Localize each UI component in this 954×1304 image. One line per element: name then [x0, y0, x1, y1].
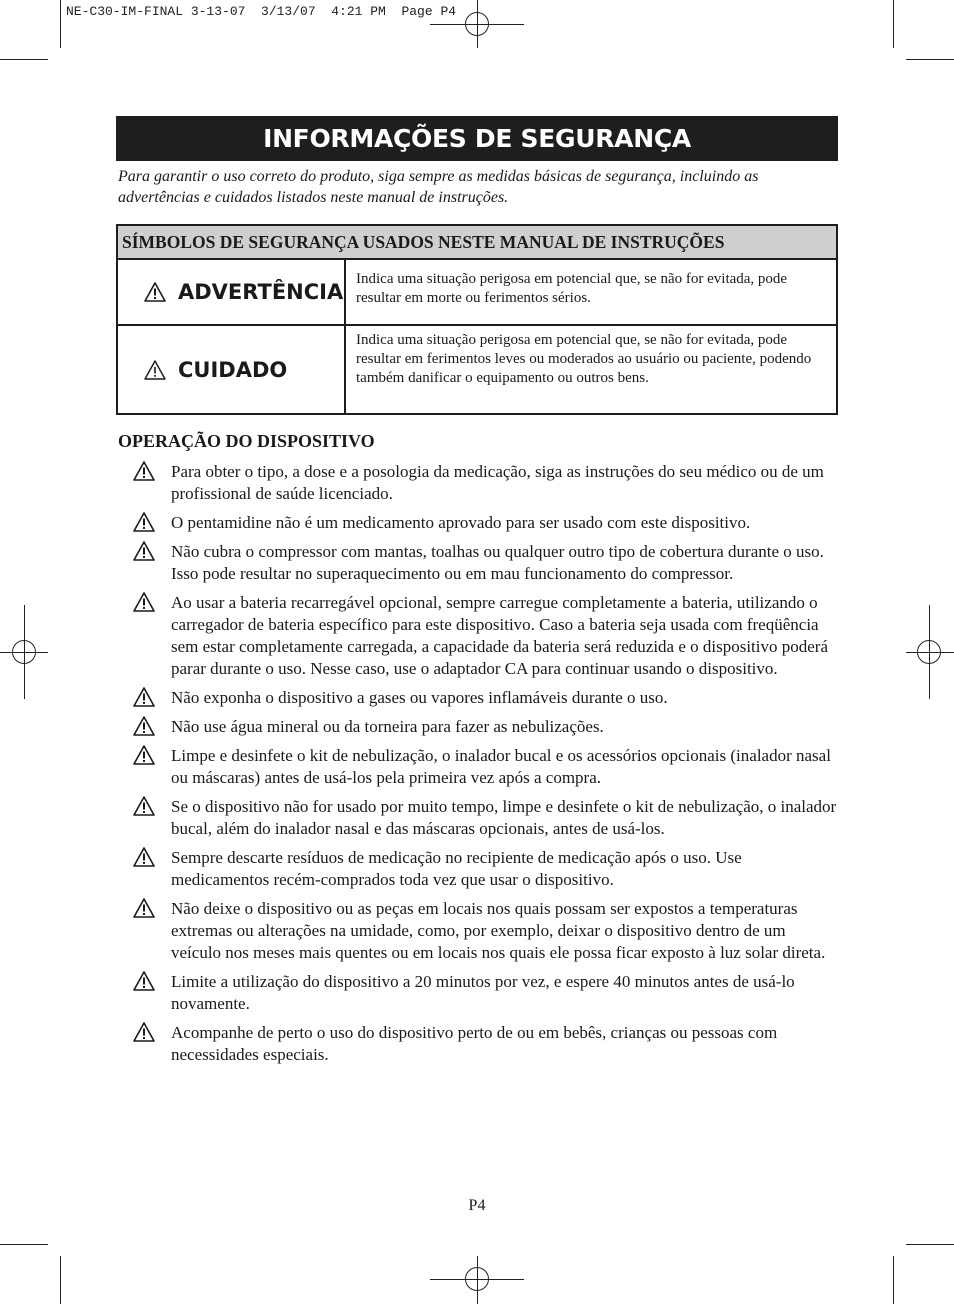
caution-triangle-icon — [144, 360, 166, 380]
warning-triangle-icon — [133, 541, 155, 561]
warning-triangle-icon — [133, 687, 155, 707]
warning-text: Limpe e desinfete o kit de nebulização, o inalador bucal e os acessórios opcionais (inalador nasal ou máscaras) antes de usá-los pela primeira vez após a compra. — [171, 746, 831, 787]
list-item — [118, 541, 838, 585]
warning-triangle-icon — [133, 592, 155, 612]
list-item — [118, 1022, 838, 1066]
warning-triangle-icon — [133, 1022, 155, 1042]
symbol-row-caution — [118, 326, 836, 413]
warning-label-cell — [118, 260, 346, 324]
list-item — [118, 512, 838, 534]
registration-mark — [465, 12, 489, 36]
warning-text: Sempre descarte resíduos de medicação no recipiente de medicação após o uso. Use medicamentos recém-comprados toda vez que usar o dispositivo. — [171, 848, 742, 889]
section-heading: OPERAÇÃO DO DISPOSITIVO — [118, 431, 375, 451]
list-item — [118, 592, 838, 680]
page-title: INFORMAÇÕES DE SEGURANÇA — [116, 116, 838, 161]
registration-mark — [12, 640, 36, 664]
caution-label: CUIDADO — [178, 357, 288, 382]
warning-text: Se o dispositivo não for usado por muito tempo, limpe e desinfete o kit de nebulização, o inalador bucal, além do inalador nasal e das máscaras opcionais, antes de usá-los. — [171, 797, 837, 838]
warning-triangle-icon — [133, 716, 155, 736]
warning-list — [118, 461, 838, 1073]
warning-text: Não deixe o dispositivo ou as peças em locais nos quais possam ser expostos a temperaturas extremas ou alterações na umidade, como, por exemplo, deixar o dispositivo dentro de um veículo nos meses mais quentes ou em locais nos quais ele possa ficar exposto à luz solar direta. — [171, 899, 826, 962]
warning-text: Acompanhe de perto o uso do dispositivo perto de ou em bebês, crianças ou pessoas com necessidades especiais. — [171, 1023, 778, 1064]
list-item — [118, 461, 838, 505]
list-item — [118, 847, 838, 891]
warning-text: Não exponha o dispositivo a gases ou vapores inflamáveis durante o uso. — [171, 688, 668, 707]
warning-triangle-icon — [133, 461, 155, 481]
warning-text: Limite a utilização do dispositivo a 20 minutos por vez, e espere 40 minutos antes de usá-lo novamente. — [171, 972, 795, 1013]
crop-mark — [906, 1244, 954, 1245]
warning-description: Indica uma situação perigosa em potencial que, se não for evitada, pode resultar em morte ou ferimentos sérios. — [356, 271, 788, 306]
page-number: P4 — [468, 1197, 486, 1214]
warning-text: Não use água mineral ou da torneira para fazer as nebulizações. — [171, 717, 604, 736]
caution-description: Indica uma situação perigosa em potencial que, se não for evitada, pode resultar em ferimentos leves ou moderados ao usuário ou paciente, podendo também danificar o equipamento ou outros bens. — [356, 332, 812, 386]
crop-mark — [0, 59, 48, 60]
warning-triangle-icon — [144, 282, 166, 302]
crop-mark — [60, 1256, 61, 1304]
crop-mark — [893, 1256, 894, 1304]
warning-triangle-icon — [133, 898, 155, 918]
print-slug: NE-C30-IM-FINAL 3-13-07 3/13/07 4:21 PM Page P4 — [66, 4, 457, 19]
caution-label-cell — [118, 326, 346, 413]
crop-mark — [60, 0, 61, 48]
symbol-row-warning — [118, 260, 836, 326]
safety-symbols-header: SÍMBOLOS DE SEGURANÇA USADOS NESTE MANUAL DE INSTRUÇÕES — [118, 226, 836, 260]
warning-triangle-icon — [133, 512, 155, 532]
registration-mark — [465, 1267, 489, 1291]
crop-mark — [0, 1244, 48, 1245]
warning-triangle-icon — [133, 971, 155, 991]
safety-symbols-table — [116, 224, 838, 415]
warning-text: Não cubra o compressor com mantas, toalhas ou qualquer outro tipo de cobertura durante o uso. Isso pode resultar no superaquecimento ou em mau funcionamento do compressor. — [171, 542, 824, 583]
warning-text: Ao usar a bateria recarregável opcional, sempre carregue completamente a bateria, utilizando o carregador de bateria específico para este dispositivo. Caso a bateria seja usada com freqüência sem estar completamente carregada, a capacidade da bateria será reduzida e o dispositivo poderá parar durante o uso. Nesse caso, use o adaptador CA para continuar usando o dispositivo. — [171, 593, 829, 678]
list-item — [118, 716, 838, 738]
intro-text: Para garantir o uso correto do produto, siga sempre as medidas básicas de segurança, incluindo as advertências e cuidados listados neste manual de instruções. — [118, 168, 759, 206]
warning-label: ADVERTÊNCIA — [178, 280, 344, 304]
warning-text: Para obter o tipo, a dose e a posologia da medicação, siga as instruções do seu médico ou de um profissional de saúde licenciado. — [171, 462, 824, 503]
warning-text: O pentamidine não é um medicamento aprovado para ser usado com este dispositivo. — [171, 513, 751, 532]
list-item — [118, 687, 838, 709]
warning-triangle-icon — [133, 847, 155, 867]
list-item — [118, 971, 838, 1015]
list-item — [118, 745, 838, 789]
registration-mark — [917, 640, 941, 664]
warning-triangle-icon — [133, 745, 155, 765]
warning-triangle-icon — [133, 796, 155, 816]
crop-mark — [893, 0, 894, 48]
crop-mark — [906, 59, 954, 60]
list-item — [118, 796, 838, 840]
list-item — [118, 898, 838, 964]
